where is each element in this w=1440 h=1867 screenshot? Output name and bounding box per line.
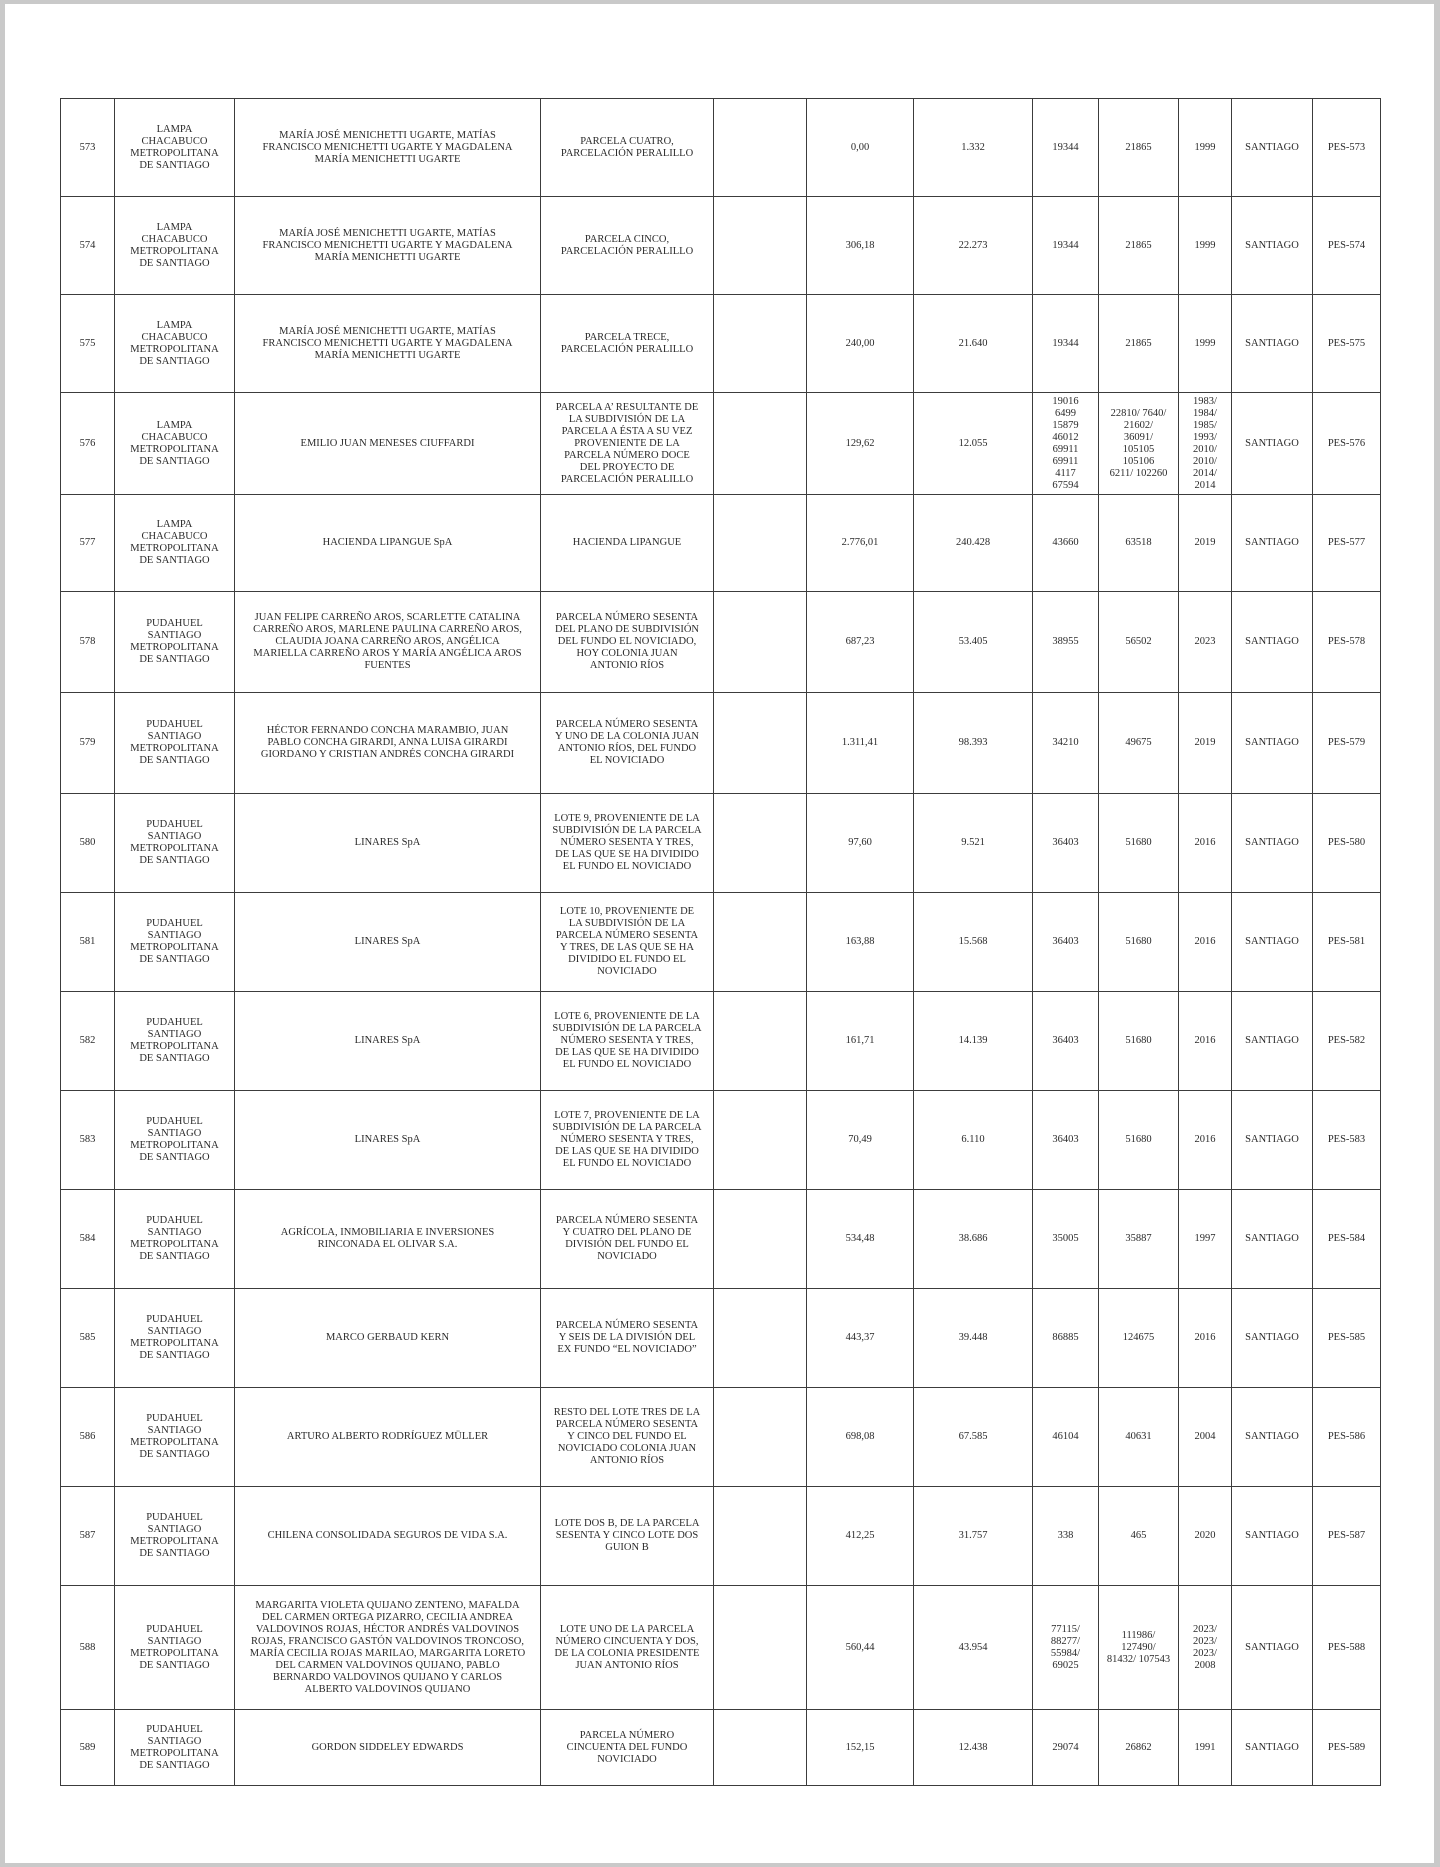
fojas-cell: 19344	[1033, 99, 1099, 197]
property-cell: LOTE 9, PROVENIENTE DE LA SUBDIVISIÓN DE LA PARCELA NÚMERO SESENTA Y TRES, DE LAS QUE SE HA DIVIDIDO EL FUNDO EL NOVICIADO	[541, 794, 714, 893]
code-cell: PES-574	[1313, 197, 1381, 295]
conservador-cell: SANTIAGO	[1232, 592, 1313, 693]
conservador-cell: SANTIAGO	[1232, 99, 1313, 197]
year-cell: 2016	[1179, 893, 1232, 992]
fojas-cell: 29074	[1033, 1710, 1099, 1786]
conservador-cell: SANTIAGO	[1232, 1586, 1313, 1710]
table-row	[61, 1289, 1381, 1388]
area-cell: 412,25	[807, 1487, 914, 1586]
numero-cell: 35887	[1099, 1190, 1179, 1289]
area-cell: 687,23	[807, 592, 914, 693]
code-cell: PES-587	[1313, 1487, 1381, 1586]
blank-cell	[714, 393, 807, 495]
owner-cell: GORDON SIDDELEY EDWARDS	[235, 1710, 541, 1786]
document-page	[5, 4, 1434, 1863]
comuna-cell: PUDAHUEL SANTIAGO METROPOLITANA DE SANTIAGO	[115, 592, 235, 693]
table-row	[61, 1710, 1381, 1786]
year-cell: 2019	[1179, 495, 1232, 592]
avaluo-cell: 6.110	[914, 1091, 1033, 1190]
blank-cell	[714, 693, 807, 794]
conservador-cell: SANTIAGO	[1232, 495, 1313, 592]
property-cell: PARCELA NÚMERO CINCUENTA DEL FUNDO NOVICIADO	[541, 1710, 714, 1786]
comuna-cell: PUDAHUEL SANTIAGO METROPOLITANA DE SANTIAGO	[115, 1289, 235, 1388]
avaluo-cell: 98.393	[914, 693, 1033, 794]
owner-cell: LINARES SpA	[235, 1091, 541, 1190]
owner-cell: AGRÍCOLA, INMOBILIARIA E INVERSIONES RINCONADA EL OLIVAR S.A.	[235, 1190, 541, 1289]
row-number: 588	[61, 1586, 115, 1710]
fojas-cell: 36403	[1033, 893, 1099, 992]
table-row	[61, 1487, 1381, 1586]
area-cell: 0,00	[807, 99, 914, 197]
owner-cell: LINARES SpA	[235, 992, 541, 1091]
area-cell: 70,49	[807, 1091, 914, 1190]
table-row	[61, 893, 1381, 992]
year-cell: 2004	[1179, 1388, 1232, 1487]
code-cell: PES-588	[1313, 1586, 1381, 1710]
avaluo-cell: 22.273	[914, 197, 1033, 295]
avaluo-cell: 15.568	[914, 893, 1033, 992]
row-number: 580	[61, 794, 115, 893]
year-cell: 1999	[1179, 197, 1232, 295]
owner-cell: MARÍA JOSÉ MENICHETTI UGARTE, MATÍAS FRANCISCO MENICHETTI UGARTE Y MAGDALENA MARÍA MENICHETTI UGARTE	[235, 99, 541, 197]
owner-cell: HÉCTOR FERNANDO CONCHA MARAMBIO, JUAN PABLO CONCHA GIRARDI, ANNA LUISA GIRARDI GIORDANO Y CRISTIAN ANDRÉS CONCHA GIRARDI	[235, 693, 541, 794]
year-cell: 2016	[1179, 794, 1232, 893]
blank-cell	[714, 1190, 807, 1289]
comuna-cell: LAMPA CHACABUCO METROPOLITANA DE SANTIAGO	[115, 495, 235, 592]
numero-cell: 21865	[1099, 295, 1179, 393]
fojas-cell: 36403	[1033, 1091, 1099, 1190]
numero-cell: 22810/ 7640/ 21602/ 36091/ 105105 105106 6211/ 102260	[1099, 393, 1179, 495]
owner-cell: MARGARITA VIOLETA QUIJANO ZENTENO, MAFALDA DEL CARMEN ORTEGA PIZARRO, CECILIA ANDREA VALDOVINOS ROJAS, HÉCTOR ANDRÉS VALDOVINOS ROJAS, FRANCISCO GASTÓN VALDOVINOS TRONCOSO, MARÍA CECILIA ROJAS MARILAO, MARGARITA LORETO DEL CARMEN VALDOVINOS QUIJANO, PABLO BERNARDO VALDOVINOS QUIJANO Y CARLOS ALBERTO VALDOVINOS QUIJANO	[235, 1586, 541, 1710]
code-cell: PES-573	[1313, 99, 1381, 197]
fojas-cell: 43660	[1033, 495, 1099, 592]
avaluo-cell: 43.954	[914, 1586, 1033, 1710]
table-row	[61, 495, 1381, 592]
fojas-cell: 19344	[1033, 295, 1099, 393]
year-cell: 1999	[1179, 295, 1232, 393]
area-cell: 443,37	[807, 1289, 914, 1388]
row-number: 583	[61, 1091, 115, 1190]
year-cell: 2019	[1179, 693, 1232, 794]
numero-cell: 40631	[1099, 1388, 1179, 1487]
numero-cell: 63518	[1099, 495, 1179, 592]
conservador-cell: SANTIAGO	[1232, 1190, 1313, 1289]
avaluo-cell: 21.640	[914, 295, 1033, 393]
year-cell: 1983/ 1984/ 1985/ 1993/ 2010/ 2010/ 2014/ 2014	[1179, 393, 1232, 495]
comuna-cell: PUDAHUEL SANTIAGO METROPOLITANA DE SANTIAGO	[115, 693, 235, 794]
fojas-cell: 338	[1033, 1487, 1099, 1586]
property-cell: PARCELA NÚMERO SESENTA DEL PLANO DE SUBDIVISIÓN DEL FUNDO EL NOVICIADO, HOY COLONIA JUAN ANTONIO RÍOS	[541, 592, 714, 693]
numero-cell: 49675	[1099, 693, 1179, 794]
area-cell: 1.311,41	[807, 693, 914, 794]
conservador-cell: SANTIAGO	[1232, 693, 1313, 794]
area-cell: 698,08	[807, 1388, 914, 1487]
row-number: 589	[61, 1710, 115, 1786]
row-number: 584	[61, 1190, 115, 1289]
owner-cell: HACIENDA LIPANGUE SpA	[235, 495, 541, 592]
table-row	[61, 1388, 1381, 1487]
comuna-cell: PUDAHUEL SANTIAGO METROPOLITANA DE SANTIAGO	[115, 1586, 235, 1710]
numero-cell: 56502	[1099, 592, 1179, 693]
fojas-cell: 36403	[1033, 992, 1099, 1091]
property-cell: LOTE 10, PROVENIENTE DE LA SUBDIVISIÓN DE LA PARCELA NÚMERO SESENTA Y TRES, DE LAS QUE SE HA DIVIDIDO EL FUNDO EL NOVICIADO	[541, 893, 714, 992]
row-number: 576	[61, 393, 115, 495]
table-row	[61, 99, 1381, 197]
owner-cell: MARCO GERBAUD KERN	[235, 1289, 541, 1388]
property-cell: LOTE UNO DE LA PARCELA NÚMERO CINCUENTA Y DOS, DE LA COLONIA PRESIDENTE JUAN ANTONIO RÍOS	[541, 1586, 714, 1710]
row-number: 575	[61, 295, 115, 393]
property-cell: PARCELA NÚMERO SESENTA Y SEIS DE LA DIVISIÓN DEL EX FUNDO “EL NOVICIADO”	[541, 1289, 714, 1388]
code-cell: PES-576	[1313, 393, 1381, 495]
property-cell: LOTE 6, PROVENIENTE DE LA SUBDIVISIÓN DE LA PARCELA NÚMERO SESENTA Y TRES, DE LAS QUE SE HA DIVIDIDO EL FUNDO EL NOVICIADO	[541, 992, 714, 1091]
numero-cell: 51680	[1099, 1091, 1179, 1190]
blank-cell	[714, 495, 807, 592]
blank-cell	[714, 295, 807, 393]
year-cell: 2016	[1179, 1091, 1232, 1190]
conservador-cell: SANTIAGO	[1232, 197, 1313, 295]
numero-cell: 21865	[1099, 99, 1179, 197]
year-cell: 2016	[1179, 1289, 1232, 1388]
area-cell: 129,62	[807, 393, 914, 495]
year-cell: 2020	[1179, 1487, 1232, 1586]
fojas-cell: 77115/ 88277/ 55984/ 69025	[1033, 1586, 1099, 1710]
code-cell: PES-578	[1313, 592, 1381, 693]
comuna-cell: PUDAHUEL SANTIAGO METROPOLITANA DE SANTIAGO	[115, 992, 235, 1091]
owner-cell: LINARES SpA	[235, 893, 541, 992]
owner-cell: ARTURO ALBERTO RODRÍGUEZ MÜLLER	[235, 1388, 541, 1487]
code-cell: PES-580	[1313, 794, 1381, 893]
year-cell: 1997	[1179, 1190, 1232, 1289]
blank-cell	[714, 197, 807, 295]
area-cell: 2.776,01	[807, 495, 914, 592]
blank-cell	[714, 99, 807, 197]
fojas-cell: 46104	[1033, 1388, 1099, 1487]
conservador-cell: SANTIAGO	[1232, 1091, 1313, 1190]
code-cell: PES-586	[1313, 1388, 1381, 1487]
table-row	[61, 1190, 1381, 1289]
avaluo-cell: 31.757	[914, 1487, 1033, 1586]
avaluo-cell: 38.686	[914, 1190, 1033, 1289]
row-number: 577	[61, 495, 115, 592]
area-cell: 560,44	[807, 1586, 914, 1710]
row-number: 574	[61, 197, 115, 295]
avaluo-cell: 53.405	[914, 592, 1033, 693]
blank-cell	[714, 592, 807, 693]
fojas-cell: 36403	[1033, 794, 1099, 893]
comuna-cell: PUDAHUEL SANTIAGO METROPOLITANA DE SANTIAGO	[115, 1710, 235, 1786]
comuna-cell: PUDAHUEL SANTIAGO METROPOLITANA DE SANTIAGO	[115, 794, 235, 893]
table-row	[61, 197, 1381, 295]
fojas-cell: 35005	[1033, 1190, 1099, 1289]
conservador-cell: SANTIAGO	[1232, 1710, 1313, 1786]
code-cell: PES-581	[1313, 893, 1381, 992]
avaluo-cell: 12.055	[914, 393, 1033, 495]
row-number: 582	[61, 992, 115, 1091]
comuna-cell: PUDAHUEL SANTIAGO METROPOLITANA DE SANTIAGO	[115, 1388, 235, 1487]
fojas-cell: 19016 6499 15879 46012 69911 69911 4117 67594	[1033, 393, 1099, 495]
table-row	[61, 592, 1381, 693]
property-cell: PARCELA NÚMERO SESENTA Y CUATRO DEL PLANO DE DIVISIÓN DEL FUNDO EL NOVICIADO	[541, 1190, 714, 1289]
blank-cell	[714, 1710, 807, 1786]
owner-cell: LINARES SpA	[235, 794, 541, 893]
comuna-cell: LAMPA CHACABUCO METROPOLITANA DE SANTIAGO	[115, 295, 235, 393]
comuna-cell: PUDAHUEL SANTIAGO METROPOLITANA DE SANTIAGO	[115, 1190, 235, 1289]
code-cell: PES-583	[1313, 1091, 1381, 1190]
comuna-cell: LAMPA CHACABUCO METROPOLITANA DE SANTIAGO	[115, 99, 235, 197]
conservador-cell: SANTIAGO	[1232, 794, 1313, 893]
numero-cell: 124675	[1099, 1289, 1179, 1388]
conservador-cell: SANTIAGO	[1232, 992, 1313, 1091]
conservador-cell: SANTIAGO	[1232, 295, 1313, 393]
row-number: 585	[61, 1289, 115, 1388]
avaluo-cell: 14.139	[914, 992, 1033, 1091]
comuna-cell: PUDAHUEL SANTIAGO METROPOLITANA DE SANTIAGO	[115, 893, 235, 992]
table-row	[61, 393, 1381, 495]
property-cell: RESTO DEL LOTE TRES DE LA PARCELA NÚMERO SESENTA Y CINCO DEL FUNDO EL NOVICIADO COLONIA JUAN ANTONIO RÍOS	[541, 1388, 714, 1487]
table-row	[61, 1586, 1381, 1710]
code-cell: PES-585	[1313, 1289, 1381, 1388]
property-cell: PARCELA TRECE, PARCELACIÓN PERALILLO	[541, 295, 714, 393]
area-cell: 97,60	[807, 794, 914, 893]
table-row	[61, 693, 1381, 794]
avaluo-cell: 9.521	[914, 794, 1033, 893]
row-number: 573	[61, 99, 115, 197]
area-cell: 152,15	[807, 1710, 914, 1786]
conservador-cell: SANTIAGO	[1232, 1487, 1313, 1586]
row-number: 586	[61, 1388, 115, 1487]
fojas-cell: 19344	[1033, 197, 1099, 295]
fojas-cell: 34210	[1033, 693, 1099, 794]
table-row	[61, 992, 1381, 1091]
blank-cell	[714, 1289, 807, 1388]
numero-cell: 21865	[1099, 197, 1179, 295]
fojas-cell: 38955	[1033, 592, 1099, 693]
numero-cell: 465	[1099, 1487, 1179, 1586]
owner-cell: EMILIO JUAN MENESES CIUFFARDI	[235, 393, 541, 495]
row-number: 587	[61, 1487, 115, 1586]
avaluo-cell: 39.448	[914, 1289, 1033, 1388]
blank-cell	[714, 1487, 807, 1586]
year-cell: 1991	[1179, 1710, 1232, 1786]
year-cell: 2023/ 2023/ 2023/ 2008	[1179, 1586, 1232, 1710]
owner-cell: MARÍA JOSÉ MENICHETTI UGARTE, MATÍAS FRANCISCO MENICHETTI UGARTE Y MAGDALENA MARÍA MENICHETTI UGARTE	[235, 197, 541, 295]
blank-cell	[714, 794, 807, 893]
fojas-cell: 86885	[1033, 1289, 1099, 1388]
numero-cell: 51680	[1099, 794, 1179, 893]
property-cell: LOTE 7, PROVENIENTE DE LA SUBDIVISIÓN DE LA PARCELA NÚMERO SESENTA Y TRES, DE LAS QUE SE HA DIVIDIDO EL FUNDO EL NOVICIADO	[541, 1091, 714, 1190]
area-cell: 534,48	[807, 1190, 914, 1289]
conservador-cell: SANTIAGO	[1232, 393, 1313, 495]
avaluo-cell: 12.438	[914, 1710, 1033, 1786]
conservador-cell: SANTIAGO	[1232, 1289, 1313, 1388]
avaluo-cell: 240.428	[914, 495, 1033, 592]
area-cell: 163,88	[807, 893, 914, 992]
owner-cell: JUAN FELIPE CARREÑO AROS, SCARLETTE CATALINA CARREÑO AROS, MARLENE PAULINA CARREÑO AROS, CLAUDIA JOANA CARREÑO AROS, ANGÉLICA MARIELLA CARREÑO AROS Y MARÍA ANGÉLICA AROS FUENTES	[235, 592, 541, 693]
property-table	[60, 98, 1381, 1786]
blank-cell	[714, 893, 807, 992]
avaluo-cell: 1.332	[914, 99, 1033, 197]
property-cell: PARCELA A’ RESULTANTE DE LA SUBDIVISIÓN DE LA PARCELA A ÉSTA A SU VEZ PROVENIENTE DE LA PARCELA NÚMERO DOCE DEL PROYECTO DE PARCELACIÓN PERALILLO	[541, 393, 714, 495]
code-cell: PES-575	[1313, 295, 1381, 393]
code-cell: PES-577	[1313, 495, 1381, 592]
row-number: 579	[61, 693, 115, 794]
code-cell: PES-589	[1313, 1710, 1381, 1786]
comuna-cell: PUDAHUEL SANTIAGO METROPOLITANA DE SANTIAGO	[115, 1487, 235, 1586]
conservador-cell: SANTIAGO	[1232, 1388, 1313, 1487]
area-cell: 161,71	[807, 992, 914, 1091]
year-cell: 2016	[1179, 992, 1232, 1091]
property-cell: LOTE DOS B, DE LA PARCELA SESENTA Y CINCO LOTE DOS GUION B	[541, 1487, 714, 1586]
code-cell: PES-584	[1313, 1190, 1381, 1289]
year-cell: 1999	[1179, 99, 1232, 197]
avaluo-cell: 67.585	[914, 1388, 1033, 1487]
numero-cell: 51680	[1099, 893, 1179, 992]
comuna-cell: PUDAHUEL SANTIAGO METROPOLITANA DE SANTIAGO	[115, 1091, 235, 1190]
row-number: 581	[61, 893, 115, 992]
conservador-cell: SANTIAGO	[1232, 893, 1313, 992]
numero-cell: 51680	[1099, 992, 1179, 1091]
row-number: 578	[61, 592, 115, 693]
table-row	[61, 1091, 1381, 1190]
property-cell: PARCELA CUATRO, PARCELACIÓN PERALILLO	[541, 99, 714, 197]
area-cell: 240,00	[807, 295, 914, 393]
property-cell: HACIENDA LIPANGUE	[541, 495, 714, 592]
numero-cell: 111986/ 127490/ 81432/ 107543	[1099, 1586, 1179, 1710]
property-cell: PARCELA CINCO, PARCELACIÓN PERALILLO	[541, 197, 714, 295]
comuna-cell: LAMPA CHACABUCO METROPOLITANA DE SANTIAGO	[115, 197, 235, 295]
comuna-cell: LAMPA CHACABUCO METROPOLITANA DE SANTIAGO	[115, 393, 235, 495]
owner-cell: MARÍA JOSÉ MENICHETTI UGARTE, MATÍAS FRANCISCO MENICHETTI UGARTE Y MAGDALENA MARÍA MENICHETTI UGARTE	[235, 295, 541, 393]
year-cell: 2023	[1179, 592, 1232, 693]
table-row	[61, 794, 1381, 893]
blank-cell	[714, 1388, 807, 1487]
code-cell: PES-582	[1313, 992, 1381, 1091]
blank-cell	[714, 1586, 807, 1710]
blank-cell	[714, 992, 807, 1091]
blank-cell	[714, 1091, 807, 1190]
code-cell: PES-579	[1313, 693, 1381, 794]
table-row	[61, 295, 1381, 393]
property-cell: PARCELA NÚMERO SESENTA Y UNO DE LA COLONIA JUAN ANTONIO RÍOS, DEL FUNDO EL NOVICIADO	[541, 693, 714, 794]
area-cell: 306,18	[807, 197, 914, 295]
owner-cell: CHILENA CONSOLIDADA SEGUROS DE VIDA S.A.	[235, 1487, 541, 1586]
numero-cell: 26862	[1099, 1710, 1179, 1786]
